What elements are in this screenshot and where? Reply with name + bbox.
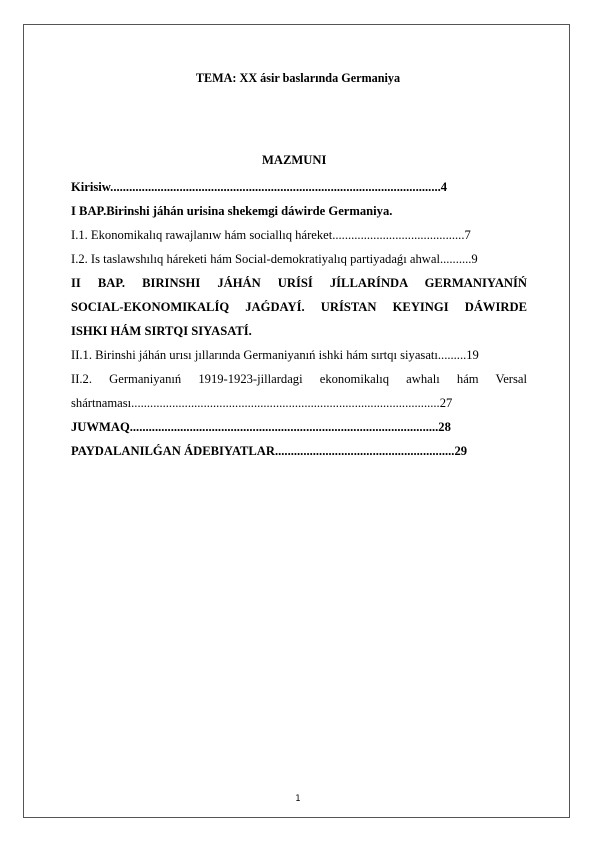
toc-intro[interactable]: Kirisiw.........................................................................................................4 [71, 180, 448, 194]
toc-section-2-2-line-1[interactable] [71, 373, 527, 386]
toc-section-2-2-line-2[interactable]: shártnaması..................................................................................................27 [71, 396, 453, 410]
toc-chapter-2-line-3[interactable]: ISHKI HÁM SIRTQI SIYASATÍ. [71, 324, 252, 338]
toc-chapter-2-line-2-text: SOCIAL-EKONOMIKALÍQ JAǴDAYÍ. URÍSTAN KEYINGI DÁWIRDE [71, 300, 527, 314]
page-number: 1 [295, 794, 301, 804]
document-title: TEMA: XX ásir baslarında Germaniya [195, 71, 401, 85]
toc-section-1-2[interactable]: I.2. Is taslawshılıq háreketi hám Social-demokratiyalıq partiyadaǵı ahwal..........9 [71, 252, 478, 266]
toc-section-2-2-line-1-text: II.2. Germaniyanıń 1919-1923-jillardagi ekonomikalıq awhalı hám Versal [71, 372, 527, 386]
toc-chapter-2-line-1-text: II BAP. BIRINSHI JÁHÁN URÍSÍ JÍLLARÍNDA GERMANIYANÍŃ [71, 276, 527, 290]
toc-chapter-1[interactable]: I BAP.Birinshi jáhán urisina shekemgi dáwirde Germaniya. [71, 204, 393, 218]
toc-chapter-2-line-2[interactable] [71, 301, 527, 314]
toc-references[interactable]: PAYDALANILǴAN ÁDEBIYATLAR.........................................................29 [71, 444, 468, 458]
toc-chapter-2-line-1[interactable] [71, 277, 527, 290]
toc-section-1-1[interactable]: I.1. Ekonomikalıq rawajlanıw hám sociallıq háreket..........................................7 [71, 228, 471, 242]
toc-conclusion[interactable]: JUWMAQ..................................................................................................28 [71, 420, 451, 434]
contents-heading: MAZMUNI [262, 153, 327, 167]
toc-section-2-1[interactable]: II.1. Birinshi jáhán urısı jıllarında Germaniyanıń ishki hám sırtqı siyasatı.........19 [71, 348, 479, 362]
